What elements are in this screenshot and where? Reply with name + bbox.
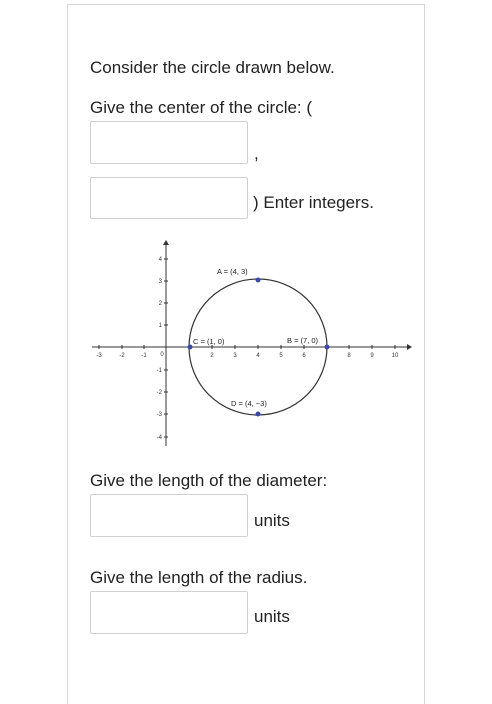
- center-y-field[interactable]: [91, 178, 247, 218]
- y-tick-label: -4: [156, 435, 162, 441]
- y-tick-label: -1: [156, 368, 162, 374]
- y-tick-label: 1: [158, 323, 162, 329]
- point-d-label: D = (4, −3): [231, 399, 267, 408]
- y-tick-label: 4: [158, 257, 162, 263]
- radius-units: units: [254, 607, 290, 626]
- radius-field[interactable]: [91, 592, 247, 633]
- x-tick-label: 8: [347, 353, 351, 359]
- center-x-input[interactable]: [90, 121, 248, 164]
- x-tick-label: 6: [302, 353, 306, 359]
- x-tick-label: 3: [233, 353, 237, 359]
- point-a-label: A = (4, 3): [217, 267, 248, 276]
- x-tick-label: 10: [391, 353, 399, 359]
- x-tick-label: 2: [210, 353, 214, 359]
- diameter-field[interactable]: [91, 495, 247, 536]
- intro-text: Consider the circle drawn below.: [90, 58, 335, 77]
- radius-input[interactable]: [90, 591, 248, 634]
- x-tick-label: 9: [370, 353, 374, 359]
- center-y-input[interactable]: [90, 177, 248, 219]
- y-tick-label: -3: [156, 412, 162, 418]
- y-tick-label: 3: [158, 279, 162, 285]
- diameter-prompt: Give the length of the diameter:: [90, 471, 328, 490]
- x-tick-label: -2: [119, 353, 125, 359]
- center-x-field[interactable]: [91, 122, 247, 163]
- x-tick-label: 5: [279, 353, 283, 359]
- center-prompt: Give the center of the circle: (: [90, 98, 313, 117]
- diameter-input[interactable]: [90, 494, 248, 537]
- x-tick-label: -3: [96, 353, 102, 359]
- radius-prompt: Give the length of the radius.: [90, 568, 308, 587]
- diameter-units: units: [254, 511, 290, 530]
- x-tick-label: 4: [256, 353, 260, 359]
- center-suffix: ) Enter integers.: [253, 193, 374, 212]
- comma-text: ,: [254, 144, 259, 163]
- y-tick-label: 2: [158, 301, 162, 307]
- y-tick-label: -2: [156, 390, 162, 396]
- x-tick-label: -1: [141, 353, 147, 359]
- x-tick-label: 0: [160, 352, 164, 358]
- point-c-label: C = (1, 0): [193, 337, 225, 346]
- point-b-label: B = (7, 0): [287, 336, 319, 345]
